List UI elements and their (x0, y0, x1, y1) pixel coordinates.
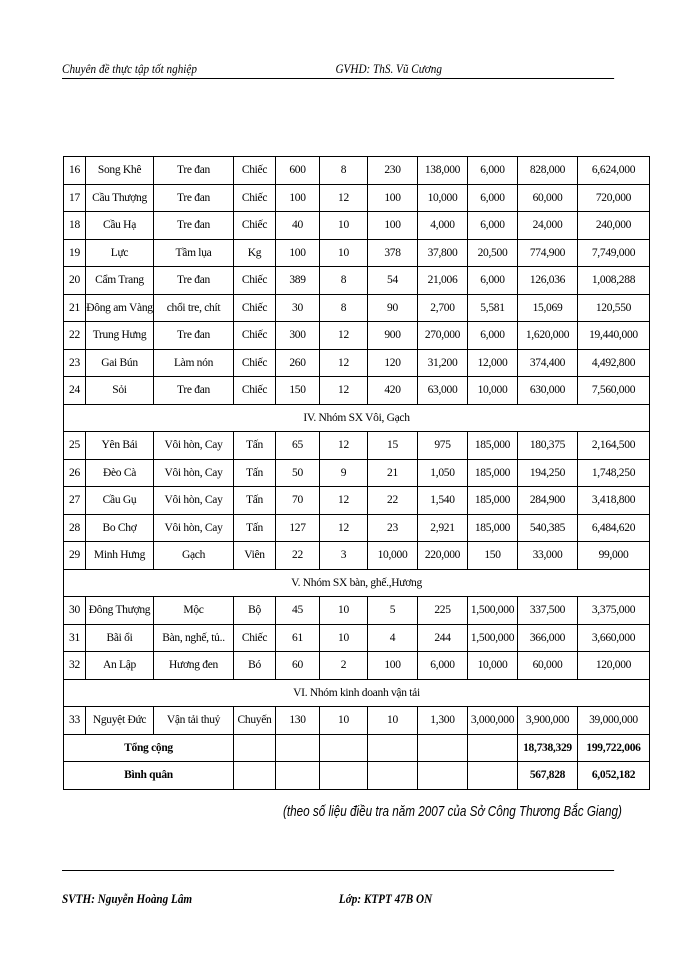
table-cell: 22 (368, 487, 418, 515)
empty-cell (234, 734, 276, 762)
table-cell: 4,492,800 (578, 349, 650, 377)
table-cell: 12 (320, 377, 368, 405)
table-cell: 100 (368, 652, 418, 680)
table-cell: 1,540 (418, 487, 468, 515)
table-cell: 23 (368, 514, 418, 542)
empty-cell (320, 734, 368, 762)
table-cell: 37,800 (418, 239, 468, 267)
table-cell: Cầu Thượng (86, 184, 154, 212)
table-cell: 60,000 (518, 652, 578, 680)
empty-cell (368, 762, 418, 790)
table-row (64, 652, 650, 680)
table-row (64, 624, 650, 652)
table-cell: Chiếc (234, 267, 276, 295)
table-cell: Sỏi (86, 377, 154, 405)
table-cell: Bó (234, 652, 276, 680)
table-cell: 720,000 (578, 184, 650, 212)
table-row (64, 514, 650, 542)
table-cell: 260 (276, 349, 320, 377)
table-cell: 126,036 (518, 267, 578, 295)
section-title: VI. Nhóm kinh doanh vận tải (64, 679, 650, 707)
average-col10: 567,828 (518, 762, 578, 790)
table-row (64, 322, 650, 350)
table-cell: 225 (418, 597, 468, 625)
table-cell: 20 (64, 267, 86, 295)
table-cell: Tre đan (154, 184, 234, 212)
table-cell: 600 (276, 157, 320, 185)
table-cell: 10,000 (368, 542, 418, 570)
table-cell: 12 (320, 184, 368, 212)
table-cell: Bàn, nghế, tủ.. (154, 624, 234, 652)
table-cell: 100 (276, 184, 320, 212)
section-row (64, 404, 650, 432)
table-cell: 33,000 (518, 542, 578, 570)
table-cell: 99,000 (578, 542, 650, 570)
table-cell: Bo Chợ (86, 514, 154, 542)
empty-cell (234, 762, 276, 790)
table-cell: 16 (64, 157, 86, 185)
survey-table (63, 156, 650, 790)
table-cell: 185,000 (468, 487, 518, 515)
table-cell: chổi tre, chít (154, 294, 234, 322)
table-cell: Lực (86, 239, 154, 267)
table-cell: 220,000 (418, 542, 468, 570)
table-cell: 25 (64, 432, 86, 460)
table-cell: 378 (368, 239, 418, 267)
table-cell: 6,000 (468, 212, 518, 240)
empty-cell (468, 734, 518, 762)
table-cell: 1,300 (418, 707, 468, 735)
table-cell: 5 (368, 597, 418, 625)
table-cell: 3,660,000 (578, 624, 650, 652)
table-cell: An Lập (86, 652, 154, 680)
table-cell: 24,000 (518, 212, 578, 240)
header-right: GVHD: ThS. Vũ Cương (335, 61, 442, 76)
footer-left: SVTH: Nguyễn Hoàng Lâm (62, 891, 193, 906)
average-col11: 6,052,182 (578, 762, 650, 790)
source-note: (theo số liệu điều tra năm 2007 của Sở Công Thương Bắc Giang) (283, 803, 622, 820)
table-cell: Chiếc (234, 377, 276, 405)
table-cell: 150 (468, 542, 518, 570)
table-row (64, 212, 650, 240)
table-cell: 60 (276, 652, 320, 680)
table-cell: Chiếc (234, 294, 276, 322)
table-cell: 22 (64, 322, 86, 350)
table-cell: 3,900,000 (518, 707, 578, 735)
table-cell: 1,500,000 (468, 597, 518, 625)
table-cell: Chiếc (234, 624, 276, 652)
table-cell: 270,000 (418, 322, 468, 350)
table-cell: 6,484,620 (578, 514, 650, 542)
table-cell: 19 (64, 239, 86, 267)
table-cell: 10 (320, 212, 368, 240)
table-cell: 3,000,000 (468, 707, 518, 735)
table-cell: 138,000 (418, 157, 468, 185)
table-cell: Chuyến (234, 707, 276, 735)
table-cell: 337,500 (518, 597, 578, 625)
table-cell: Tre đan (154, 267, 234, 295)
table-cell: 30 (64, 597, 86, 625)
table-cell: 90 (368, 294, 418, 322)
table-cell: Cầu Gụ (86, 487, 154, 515)
table-cell: 8 (320, 267, 368, 295)
table-cell: 22 (276, 542, 320, 570)
table-cell: 18 (64, 212, 86, 240)
table-cell: 23 (64, 349, 86, 377)
table-row (64, 239, 650, 267)
table-row (64, 597, 650, 625)
empty-cell (368, 734, 418, 762)
empty-cell (276, 762, 320, 790)
table-cell: 244 (418, 624, 468, 652)
table-cell: 1,748,250 (578, 459, 650, 487)
table-cell: Vôi hòn, Cay (154, 459, 234, 487)
table-cell: 120,000 (578, 652, 650, 680)
footer-right: Lớp: KTPT 47B ON (338, 891, 433, 906)
table-cell: Tre đan (154, 212, 234, 240)
page-footer (62, 870, 614, 906)
table-cell: 366,000 (518, 624, 578, 652)
table-cell: Chiếc (234, 212, 276, 240)
section-row (64, 679, 650, 707)
table-cell: Đông Thượng (86, 597, 154, 625)
table-cell: 100 (368, 212, 418, 240)
table-cell: 12 (320, 487, 368, 515)
table-cell: Chiếc (234, 322, 276, 350)
table-row (64, 349, 650, 377)
table-cell: Gạch (154, 542, 234, 570)
table-cell: Cầu Hạ (86, 212, 154, 240)
table-cell: 6,000 (468, 322, 518, 350)
table-cell: 24 (64, 377, 86, 405)
table-cell: Gai Bún (86, 349, 154, 377)
table-cell: 6,000 (418, 652, 468, 680)
table-cell: 12 (320, 322, 368, 350)
table-row (64, 459, 650, 487)
table-cell: 63,000 (418, 377, 468, 405)
table-cell: Kg (234, 239, 276, 267)
table-cell: 828,000 (518, 157, 578, 185)
table-cell: 100 (368, 184, 418, 212)
table-cell: Tre đan (154, 322, 234, 350)
table-cell: 240,000 (578, 212, 650, 240)
table-cell: 284,900 (518, 487, 578, 515)
table-cell: Vôi hòn, Cay (154, 487, 234, 515)
table-cell: 1,050 (418, 459, 468, 487)
table-cell: 120 (368, 349, 418, 377)
table-cell: 6,000 (468, 184, 518, 212)
table-cell: Trung Hưng (86, 322, 154, 350)
table-cell: Viên (234, 542, 276, 570)
section-row (64, 569, 650, 597)
empty-cell (320, 762, 368, 790)
empty-cell (276, 734, 320, 762)
table-cell: 60,000 (518, 184, 578, 212)
table-cell: 10,000 (418, 184, 468, 212)
table-cell: 630,000 (518, 377, 578, 405)
table-cell: 7,749,000 (578, 239, 650, 267)
table-cell: 20,500 (468, 239, 518, 267)
table-cell: 39,000,000 (578, 707, 650, 735)
table-cell: 3,375,000 (578, 597, 650, 625)
table-cell: 4,000 (418, 212, 468, 240)
table-row (64, 377, 650, 405)
table-cell: Chiếc (234, 184, 276, 212)
table-cell: Song Khê (86, 157, 154, 185)
table-cell: 10 (368, 707, 418, 735)
section-title: V. Nhóm SX bàn, ghế.,Hương (64, 569, 650, 597)
total-col10: 18,738,329 (518, 734, 578, 762)
table-cell: 10,000 (468, 652, 518, 680)
table-row (64, 267, 650, 295)
table-cell: 30 (276, 294, 320, 322)
table-cell: 15 (368, 432, 418, 460)
table-cell: 420 (368, 377, 418, 405)
table-cell: Tre đan (154, 157, 234, 185)
table-cell: Làm nón (154, 349, 234, 377)
total-label: Tổng cộng (64, 734, 234, 762)
table-cell: 45 (276, 597, 320, 625)
table-cell: Tấn (234, 432, 276, 460)
table-row (64, 542, 650, 570)
table-cell: 27 (64, 487, 86, 515)
table-cell: 12,000 (468, 349, 518, 377)
table-cell: 19,440,000 (578, 322, 650, 350)
table-cell: 4 (368, 624, 418, 652)
table-cell: 185,000 (468, 514, 518, 542)
table-cell: 50 (276, 459, 320, 487)
table-cell: 120,550 (578, 294, 650, 322)
table-cell: 29 (64, 542, 86, 570)
table-cell: 7,560,000 (578, 377, 650, 405)
table-cell: 33 (64, 707, 86, 735)
table-cell: 10,000 (468, 377, 518, 405)
table-cell: 6,000 (468, 267, 518, 295)
table-cell: 10 (320, 707, 368, 735)
table-cell: Bãi ổi (86, 624, 154, 652)
table-cell: 65 (276, 432, 320, 460)
table-cell: Tấn (234, 487, 276, 515)
table-row (64, 432, 650, 460)
total-col11: 199,722,006 (578, 734, 650, 762)
table-row (64, 707, 650, 735)
table-cell: 32 (64, 652, 86, 680)
table-cell: Tầm lụa (154, 239, 234, 267)
header-left: Chuyên đề thực tập tốt nghiệp (62, 61, 197, 76)
table-cell: Hương đen (154, 652, 234, 680)
table-cell: Nguyệt Đức (86, 707, 154, 735)
table-cell: 8 (320, 294, 368, 322)
empty-cell (418, 762, 468, 790)
table-cell: Tấn (234, 459, 276, 487)
table-cell: 185,000 (468, 459, 518, 487)
table-row (64, 294, 650, 322)
table-cell: 180,375 (518, 432, 578, 460)
table-cell: 54 (368, 267, 418, 295)
empty-cell (418, 734, 468, 762)
table-cell: 10 (320, 239, 368, 267)
table-cell: Chiếc (234, 349, 276, 377)
table-cell: 3,418,800 (578, 487, 650, 515)
table-cell: 17 (64, 184, 86, 212)
table-cell: 2,921 (418, 514, 468, 542)
table-cell: 21 (64, 294, 86, 322)
table-cell: 1,008,288 (578, 267, 650, 295)
table-cell: 2 (320, 652, 368, 680)
table-cell: 31,200 (418, 349, 468, 377)
table-cell: Vôi hòn, Cay (154, 432, 234, 460)
page-header (62, 60, 614, 79)
table-cell: 774,900 (518, 239, 578, 267)
table-cell: 26 (64, 459, 86, 487)
table-row (64, 487, 650, 515)
table-cell: 61 (276, 624, 320, 652)
table-cell: Tấn (234, 514, 276, 542)
table-cell: 2,700 (418, 294, 468, 322)
average-label: Bình quân (64, 762, 234, 790)
table-cell: Đèo Cà (86, 459, 154, 487)
table-cell: 40 (276, 212, 320, 240)
table-cell: 6,000 (468, 157, 518, 185)
table-cell: 21,006 (418, 267, 468, 295)
table-cell: Chiếc (234, 157, 276, 185)
table-cell: 900 (368, 322, 418, 350)
table-row (64, 184, 650, 212)
table-cell: 150 (276, 377, 320, 405)
table-cell: Đông am Vàng (86, 294, 154, 322)
table-cell: 194,250 (518, 459, 578, 487)
table-cell: 3 (320, 542, 368, 570)
total-row (64, 734, 650, 762)
table-cell: Cẩm Trang (86, 267, 154, 295)
table-cell: 100 (276, 239, 320, 267)
table-cell: Vận tải thuỷ (154, 707, 234, 735)
empty-cell (468, 762, 518, 790)
table-cell: 10 (320, 597, 368, 625)
table-cell: 1,500,000 (468, 624, 518, 652)
table-cell: 300 (276, 322, 320, 350)
table-cell: 127 (276, 514, 320, 542)
table-cell: 230 (368, 157, 418, 185)
table-cell: 8 (320, 157, 368, 185)
table-cell: 28 (64, 514, 86, 542)
table-body (64, 157, 650, 790)
table-cell: 2,164,500 (578, 432, 650, 460)
table-row (64, 157, 650, 185)
table-cell: 975 (418, 432, 468, 460)
table-cell: Mộc (154, 597, 234, 625)
table-cell: 5,581 (468, 294, 518, 322)
table-cell: 70 (276, 487, 320, 515)
table-cell: 6,624,000 (578, 157, 650, 185)
table-cell: 12 (320, 514, 368, 542)
table-cell: Yên Bái (86, 432, 154, 460)
table-cell: 12 (320, 432, 368, 460)
table-cell: 15,069 (518, 294, 578, 322)
average-row (64, 762, 650, 790)
table-cell: 9 (320, 459, 368, 487)
table-cell: 389 (276, 267, 320, 295)
table-cell: 12 (320, 349, 368, 377)
table-cell: 21 (368, 459, 418, 487)
table-cell: 130 (276, 707, 320, 735)
table-cell: 540,385 (518, 514, 578, 542)
table-cell: 31 (64, 624, 86, 652)
table-cell: 185,000 (468, 432, 518, 460)
table-cell: Vôi hòn, Cay (154, 514, 234, 542)
table-cell: Bộ (234, 597, 276, 625)
table-cell: 1,620,000 (518, 322, 578, 350)
table-cell: 10 (320, 624, 368, 652)
table-cell: Minh Hưng (86, 542, 154, 570)
table-cell: 374,400 (518, 349, 578, 377)
table-cell: Tre đan (154, 377, 234, 405)
section-title: IV. Nhóm SX Vôi, Gạch (64, 404, 650, 432)
